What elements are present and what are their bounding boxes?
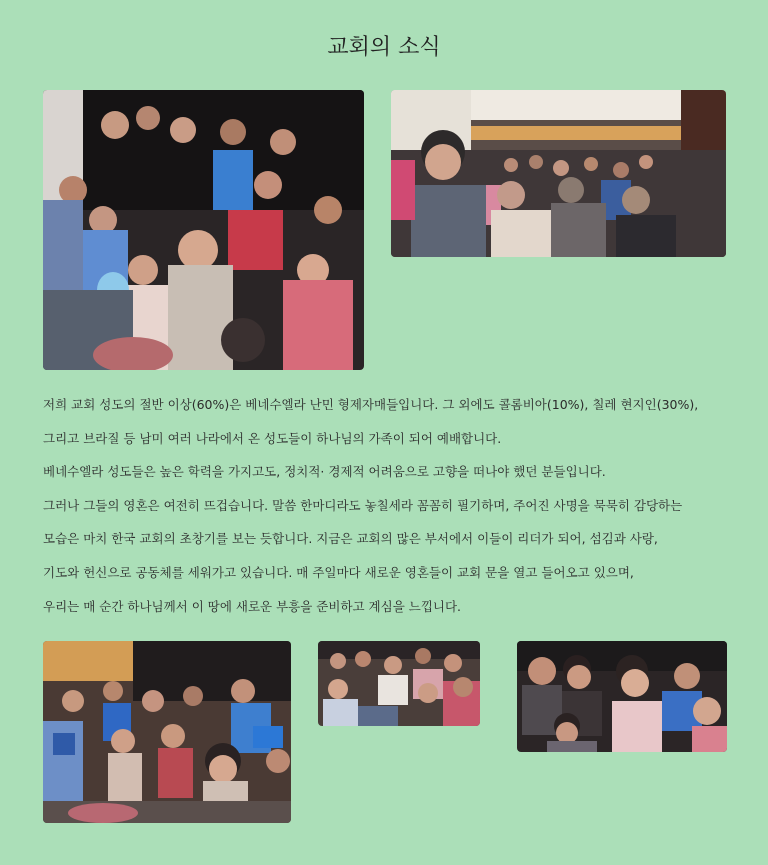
photo-children-group [43,641,291,823]
photo-children-crowd-icon [43,90,364,370]
article-line: 그러나 그들의 영혼은 여전히 뜨겁습니다. 말씀 한마디라도 놓칠세라 꼼꼼히 필기하며, 주어진 사명을 묵묵히 감당하는 [43,497,683,513]
article-line: 모습은 마치 한국 교회의 초창기를 보는 듯합니다. 지금은 교회의 많은 부서에서 이들이 리더가 되어, 섬김과 사랑, [43,531,658,547]
photo-children-praying-icon [517,641,727,752]
page-title: 교회의 소식 [327,35,441,60]
article-body [43,394,733,629]
article-line: 그리고 브라질 등 남미 여러 나라에서 온 성도들이 하나님의 가족이 되어 예배합니다. [43,430,502,446]
photo-children-small [318,641,480,726]
photo-children-crowd [43,90,364,370]
article-line: 우리는 매 순간 하나님께서 이 땅에 새로운 부흥을 준비하고 계심을 느낍니다. [43,598,462,614]
article-line: 베네수엘라 성도들은 높은 학력을 가지고도, 정치적· 경제적 어려움으로 고향을 떠나야 했던 분들입니다. [43,464,606,480]
photo-congregation-service [391,90,726,257]
photo-children-group-icon [43,641,291,823]
photo-children-praying [517,641,727,752]
article-line: 기도와 헌신으로 공동체를 세워가고 있습니다. 매 주일마다 새로운 영혼들이 교회 문을 열고 들어오고 있으며, [43,564,634,580]
photo-children-small-icon [318,641,480,726]
photo-congregation-service-icon [391,90,726,257]
article-line: 저희 교회 성도의 절반 이상(60%)은 베네수엘라 난민 형제자매들입니다. 그 외에도 콜롬비아(10%), 칠레 현지인(30%), [43,397,699,412]
